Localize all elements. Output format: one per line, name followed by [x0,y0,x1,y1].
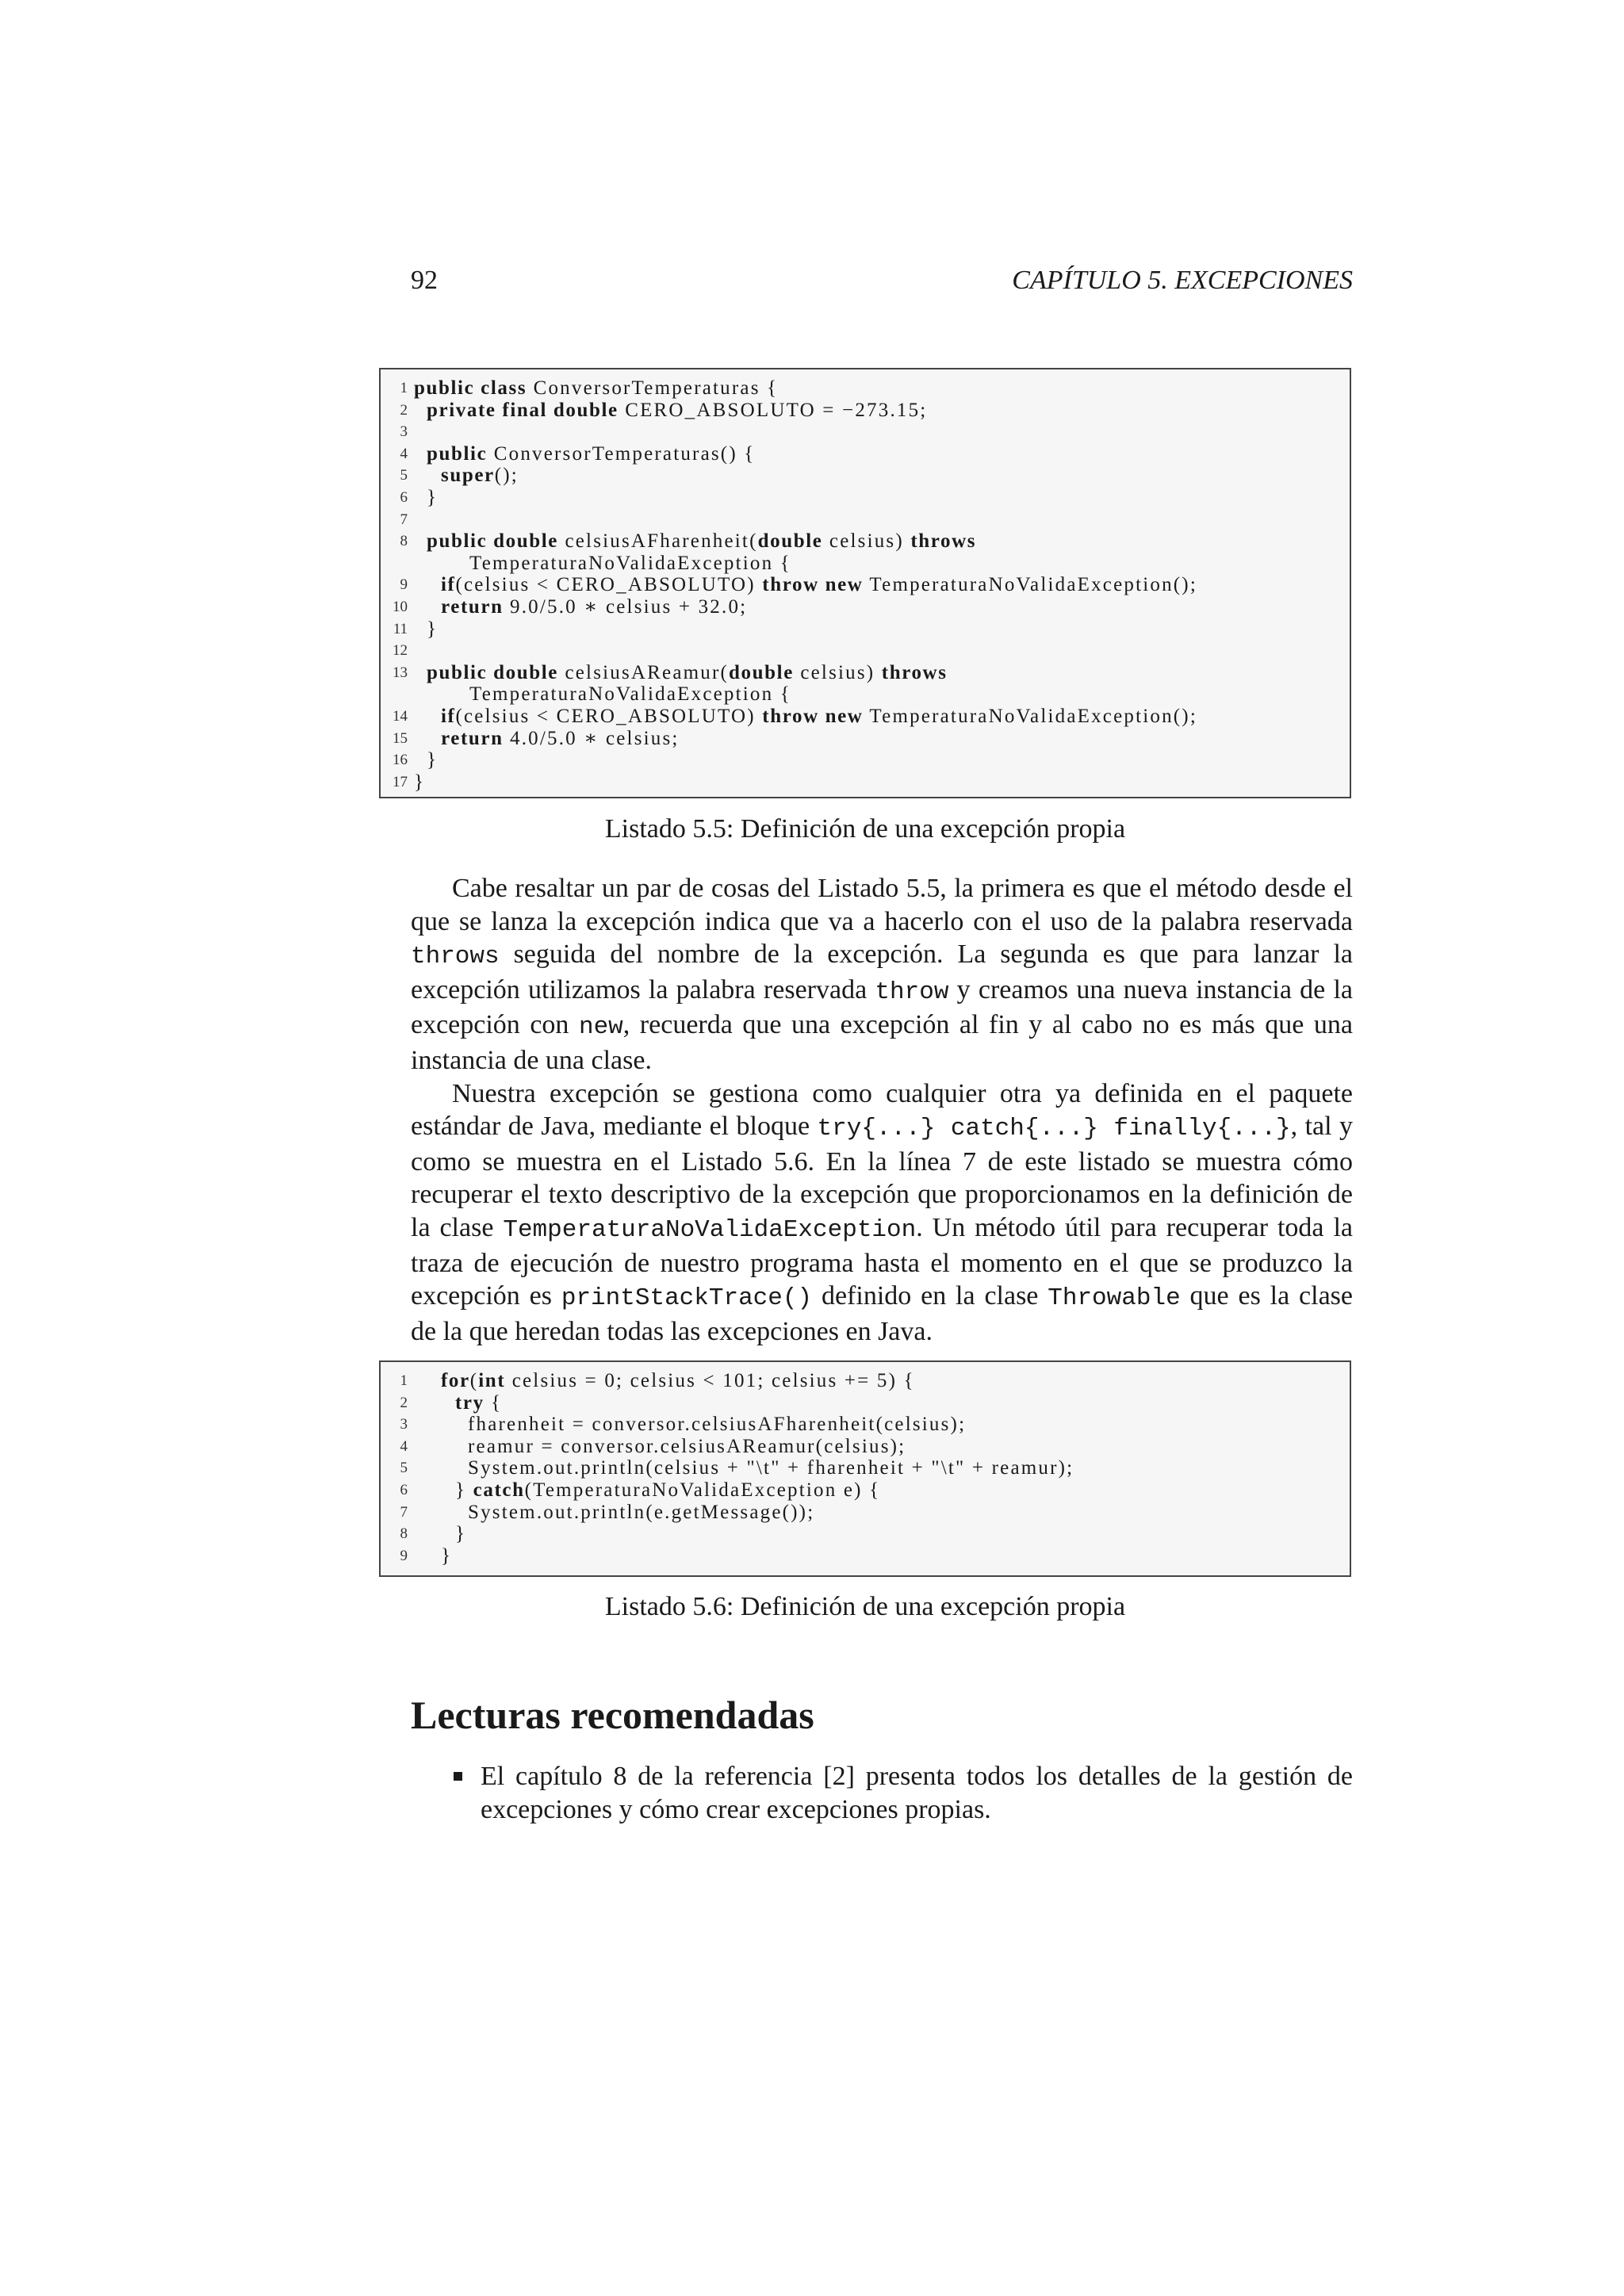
listing-5-5-line [381,487,1350,509]
listing-5-5-line [381,553,1350,575]
listing-5-5-line [381,465,1350,487]
line-number: 2 [400,401,408,419]
listing-5-5-line [381,618,1350,641]
code-text: TemperaturaNoValidaException { [469,683,791,706]
listing-5-6-line [381,1545,1350,1567]
listing-5-5-line [381,421,1350,443]
listing-5-6-line [381,1392,1350,1414]
listing-5-6-line [381,1436,1350,1458]
code-text: } [427,749,439,771]
code-text: } [427,618,439,640]
chapter-title: CAPÍTULO 5. EXCEPCIONES [1012,266,1353,295]
line-number: 7 [400,1503,408,1521]
code-text: super(); [441,465,519,487]
line-number: 5 [400,467,408,484]
line-number: 4 [400,445,408,462]
recommended-readings-list [411,1760,1353,1826]
code-text: } [441,1544,453,1567]
code-text: fharenheit = conversor.celsiusAFharenheit(celsius); [468,1414,967,1436]
page-header [411,266,1353,305]
line-number: 8 [400,1525,408,1543]
line-number: 9 [400,1547,408,1564]
line-number: 4 [400,1437,408,1455]
line-number: 6 [400,488,408,506]
listing-5-6-line [381,1457,1350,1479]
line-number: 8 [400,533,408,550]
paragraph-2: Nuestra excepción se gestiona como cualquier otra ya definida en el paquete estándar de Java, mediante el bloque try{...} catch{...} finally{...}, tal y como se muestra en el Listado 5.6. En la línea 7 de este listado se muestra cómo recuperar el texto descriptivo de la excepción que proporcionamos en la definición de la clase TemperaturaNoValidaException. Un método útil para recuperar toda la traza de ejecución de nuestro programa hasta el momento en el que se produzco la excepción es printStackTrace() definido en la clase Throwable que es la clase de la que heredan todas las excepciones en Java. [411,1078,1354,1346]
line-number: 11 [393,620,408,637]
listing-5-5-line [381,443,1350,465]
listing-5-5-line [381,509,1350,531]
bullet-text: El capítulo 8 de la referencia [2] presenta todos los detalles de la gestión de excepciones y cómo crear excepciones propias. [481,1762,1353,1824]
code-text: return 9.0/5.0 ∗ celsius + 32.0; [441,595,748,618]
listing-5-5-line [381,749,1350,771]
listing-5-6-line [381,1523,1350,1545]
code-text: public class ConversorTemperaturas { [414,377,779,399]
line-number: 2 [400,1394,408,1411]
code-text: public double celsiusAReamur(double celsius) throws [427,661,948,683]
line-number: 15 [393,729,408,747]
code-text: System.out.println(e.getMessage()); [468,1501,815,1523]
code-text: } [414,771,426,793]
body-text [411,872,1353,1348]
listing-5-6-caption: Listado 5.6: Definición de una excepción propia [604,1592,1126,1621]
line-number: 17 [393,773,408,790]
line-number: 1 [400,380,408,396]
code-text: return 4.0/5.0 ∗ celsius; [441,727,680,749]
line-number: 12 [393,642,408,660]
code-text: } catch(TemperaturaNoValidaException e) { [455,1479,881,1501]
line-number: 3 [400,423,408,441]
section-heading: Lecturas recomendadas [411,1693,814,1737]
line-number: 7 [400,511,408,528]
listing-5-5-line [381,530,1350,553]
code-text: if(celsius < CERO_ABSOLUTO) throw new TemperaturaNoValidaException(); [441,574,1197,596]
listing-5-6-line [381,1479,1350,1502]
line-number: 1 [400,1372,408,1389]
paragraph-1: Cabe resaltar un par de cosas del Listado 5.5, la primera es que el método desde el que se lanza la excepción indica que va a hacerlo con el uso de la palabra reservada throws seguida del nombre de la excepción. La segunda es que para lanzar la excepción utilizamos la palabra reservada throw y creamos una nueva instancia de la excepción con new, recuerda que una excepción al fin y al cabo no es más que una instancia de una clase. [411,874,1354,1075]
line-number: 10 [393,598,408,615]
listing-5-5-line [381,596,1350,618]
code-text: private final double CERO_ABSOLUTO = −273.15; [427,399,928,421]
listing-5-5-caption: Listado 5.5: Definición de una excepción propia [604,814,1126,844]
code-text: public ConversorTemperaturas() { [427,442,756,465]
listing-5-6-line [381,1414,1350,1436]
listing-5-5-line [381,771,1350,794]
line-number: 13 [393,664,408,681]
code-text: reamur = conversor.celsiusAReamur(celsius); [468,1435,906,1457]
listing-5-6-line [381,1502,1350,1524]
listing-5-5-line [381,377,1350,400]
code-text: public double celsiusAFharenheit(double celsius) throws [427,530,977,553]
listing-5-6-line [381,1370,1350,1392]
bullet-square-icon [454,1772,462,1781]
code-listing-5-5 [379,368,1351,798]
line-number: 6 [400,1481,408,1498]
listing-5-5-line [381,728,1350,750]
code-text: TemperaturaNoValidaException { [469,552,791,574]
listing-5-5-line [381,683,1350,706]
listing-5-5-line [381,706,1350,728]
code-listing-5-6 [379,1360,1351,1577]
code-text: } [427,486,439,508]
line-number: 16 [393,752,408,769]
code-text: try { [455,1391,503,1414]
code-text: if(celsius < CERO_ABSOLUTO) throw new TemperaturaNoValidaException(); [441,705,1197,727]
listing-5-5-line [381,640,1350,662]
listing-5-5-line [381,574,1350,596]
listing-5-5-line [381,400,1350,422]
code-text: for(int celsius = 0; celsius < 101; celsius += 5) { [441,1370,915,1391]
code-text: System.out.println(celsius + "\t" + fharenheit + "\t" + reamur); [468,1457,1074,1479]
bullet-item [411,1760,1353,1826]
line-number: 14 [393,707,408,725]
page-number: 92 [411,266,438,295]
line-number: 3 [400,1416,408,1433]
line-number: 5 [400,1460,408,1477]
line-number: 9 [400,576,408,594]
code-text: } [455,1523,467,1545]
listing-5-5-line [381,662,1350,684]
